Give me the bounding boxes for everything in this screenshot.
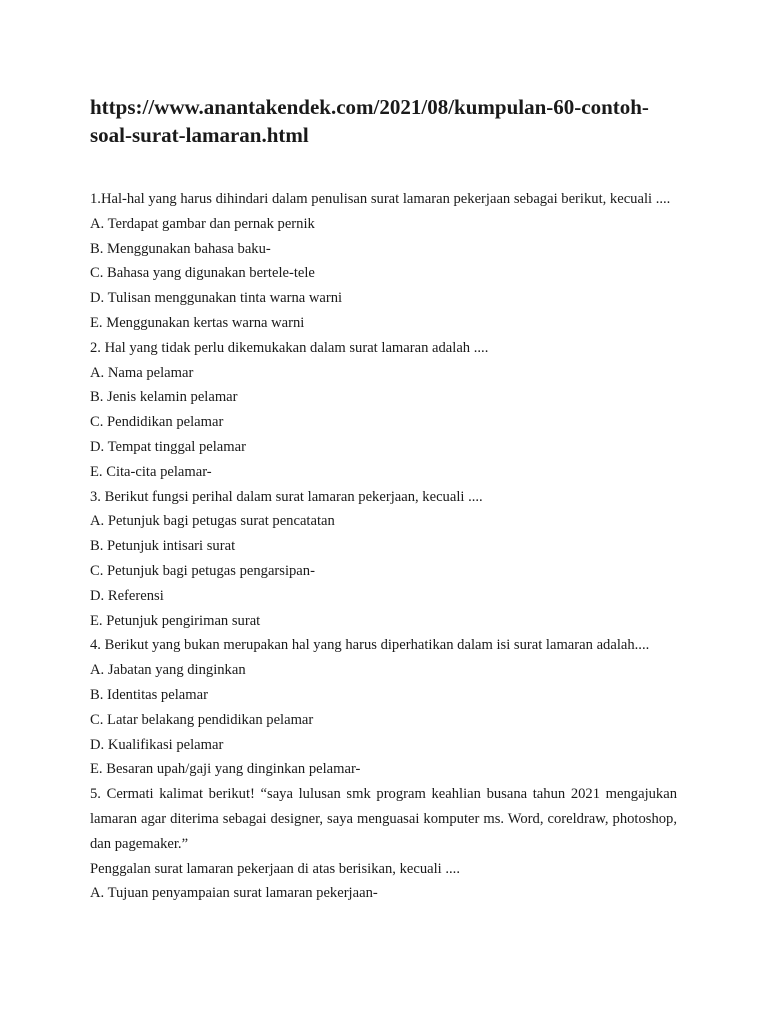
- question-4: [90, 633, 677, 782]
- question-text: 5. Cermati kalimat berikut! “saya lulusan smk program keahlian busana tahun 2021 mengajukan lamaran agar diterima sebagai designer, saya menguasai komputer ms. Word, coreldraw, photoshop, dan pagemaker.”: [90, 786, 677, 852]
- answer-option: B. Petunjuk intisari surat: [90, 538, 236, 555]
- question-text: 2. Hal yang tidak perlu dikemukakan dalam surat lamaran adalah ....: [90, 339, 489, 356]
- question-text: 3. Berikut fungsi perihal dalam surat lamaran pekerjaan, kecuali ....: [90, 488, 483, 505]
- answer-option: D. Tulisan menggunakan tinta warna warni: [90, 290, 343, 307]
- answer-option: B. Menggunakan bahasa baku-: [90, 240, 271, 257]
- answer-option: A. Tujuan penyampaian surat lamaran pekerjaan-: [90, 885, 378, 902]
- question-5: [90, 782, 677, 906]
- question-1: [90, 187, 677, 336]
- question-3: [90, 485, 677, 634]
- answer-option: B. Jenis kelamin pelamar: [90, 389, 238, 406]
- answer-option: C. Bahasa yang digunakan bertele-tele: [90, 265, 315, 282]
- question-2: [90, 336, 677, 485]
- answer-option: E. Petunjuk pengiriman surat: [90, 612, 261, 629]
- document-title: https://www.anantakendek.com/2021/08/kumpulan-60-contoh-soal-surat-lamaran.html: [90, 95, 649, 147]
- question-text: 1.Hal-hal yang harus dihindari dalam penulisan surat lamaran pekerjaan sebagai berikut, kecuali ....: [90, 191, 671, 207]
- answer-option: A. Petunjuk bagi petugas surat pencatatan: [90, 513, 335, 530]
- answer-option: C. Latar belakang pendidikan pelamar: [90, 711, 314, 728]
- answer-option: E. Menggunakan kertas warna warni: [90, 314, 305, 331]
- question-list: [90, 187, 677, 906]
- answer-option: A. Terdapat gambar dan pernak pernik: [90, 215, 315, 232]
- answer-option: B. Identitas pelamar: [90, 686, 208, 703]
- question-prompt: Penggalan surat lamaran pekerjaan di atas berisikan, kecuali ....: [90, 860, 460, 877]
- answer-option: C. Pendidikan pelamar: [90, 414, 224, 431]
- answer-option: D. Kualifikasi pelamar: [90, 736, 224, 753]
- answer-option: E. Besaran upah/gaji yang dinginkan pelamar-: [90, 761, 361, 778]
- answer-option: A. Nama pelamar: [90, 364, 194, 381]
- answer-option: A. Jabatan yang dinginkan: [90, 662, 246, 679]
- answer-option: C. Petunjuk bagi petugas pengarsipan-: [90, 562, 315, 579]
- question-text: 4. Berikut yang bukan merupakan hal yang harus diperhatikan dalam isi surat lamaran adalah....: [90, 637, 650, 654]
- document-page: [90, 93, 677, 906]
- answer-option: D. Referensi: [90, 587, 164, 604]
- answer-option: E. Cita-cita pelamar-: [90, 463, 212, 480]
- answer-option: D. Tempat tinggal pelamar: [90, 438, 246, 455]
